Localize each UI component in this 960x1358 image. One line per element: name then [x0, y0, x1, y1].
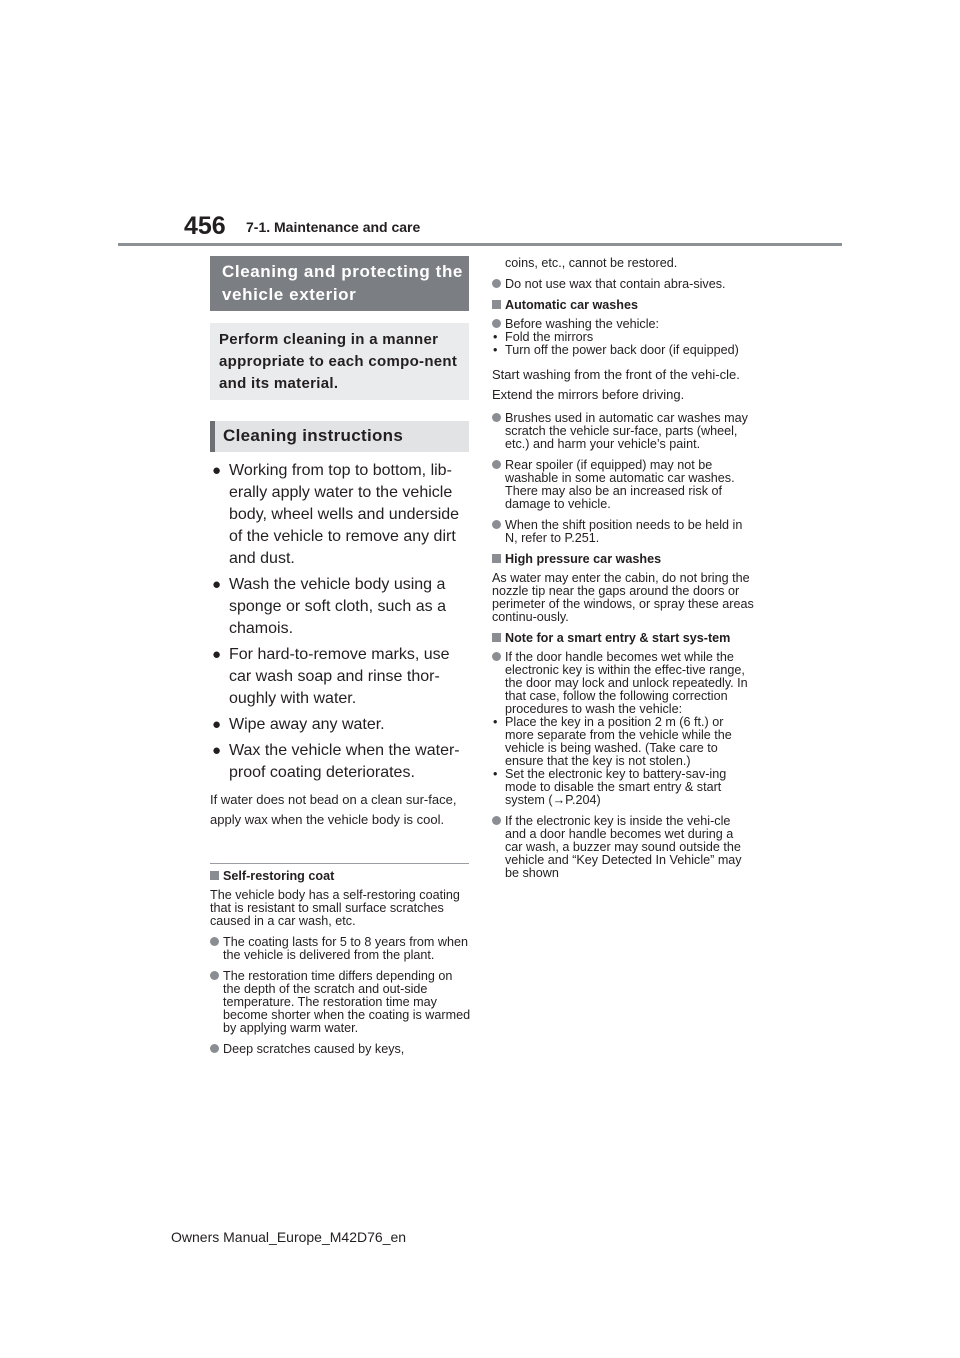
circle-bullet-icon	[210, 971, 219, 980]
subheading: Self-restoring coat	[210, 870, 472, 883]
instructions-note: If water does not bead on a clean sur-face, apply wax when the vehicle body is cool.	[210, 792, 457, 827]
instructions-heading: Cleaning instructions	[223, 426, 404, 445]
circle-bullet-icon	[492, 279, 501, 288]
circle-bullet-icon	[492, 319, 501, 328]
right-column	[492, 257, 754, 888]
list-item: The restoration time differs depending on the depth of the scratch and out-side temperature. The restoration time may become shorter when the coating is warmed by applying warm water.	[210, 970, 472, 1035]
bullet-icon: ●	[212, 742, 222, 759]
header-divider	[118, 243, 842, 246]
heading-accent-bar	[210, 421, 215, 452]
dot-bullet-icon: •	[493, 330, 498, 344]
section-divider	[210, 863, 469, 864]
list-item: When the shift position needs to be held in N, refer to P.251.	[492, 519, 754, 545]
instructions-heading-box	[210, 421, 469, 452]
dot-bullet-icon: •	[493, 343, 498, 357]
list-item: ● For hard-to-remove marks, use car wash soap and rinse thor-oughly with water.	[212, 646, 450, 707]
list-item: ● Wipe away any water.	[212, 714, 472, 736]
square-bullet-icon	[210, 871, 219, 880]
bullet-icon: ●	[212, 646, 222, 663]
circle-bullet-icon	[492, 460, 501, 469]
topic-title-box	[210, 256, 469, 311]
circle-bullet-icon	[210, 937, 219, 946]
subheading: High pressure car washes	[492, 553, 754, 566]
list-item: Deep scratches caused by keys,	[210, 1043, 472, 1056]
square-bullet-icon	[492, 633, 501, 642]
circle-bullet-icon	[492, 413, 501, 422]
list-item: The coating lasts for 5 to 8 years from when the vehicle is delivered from the plant.	[210, 936, 472, 962]
paragraph: As water may enter the cabin, do not bring the nozzle tip near the gaps around the doors or perimeter of the windows, or spray these areas continu-ously.	[492, 571, 754, 624]
sub-item: • Set the electronic key to battery-sav-ing mode to disable the smart entry & start system (→P.204)	[493, 767, 727, 807]
list-item: Before washing the vehicle:	[492, 318, 754, 331]
list-item: ● Working from top to bottom, lib-erally apply water to the vehicle body, wheel wells and underside of the vehicle to remove any dirt and dust.	[212, 462, 460, 567]
bullet-icon: ●	[212, 716, 222, 733]
list-item: If the electronic key is inside the vehi-cle and a door handle becomes wet during a car wash, a buzzer may sound outside the vehicle and “Key Detected In Vehicle” may be shown	[492, 815, 754, 880]
sub-item: • Place the key in a position 2 m (6 ft.) or more separate from the vehicle while the vehicle is being washed. (Take care to ensure that the key is not stolen.)	[493, 715, 732, 768]
footer-text: Owners Manual_Europe_M42D76_en	[171, 1229, 407, 1245]
dot-bullet-icon: •	[493, 767, 498, 781]
circle-bullet-icon	[492, 520, 501, 529]
topic-title: Cleaning and protecting the vehicle exterior	[222, 262, 463, 304]
paragraph: Start washing from the front of the vehi-cle. Extend the mirrors before driving.	[492, 367, 740, 402]
subheading: Automatic car washes	[492, 299, 754, 312]
subheading: Note for a smart entry & start sys-tem	[492, 632, 754, 645]
page-number: 456	[184, 212, 226, 240]
bullet-icon: ●	[212, 462, 222, 479]
section-title: 7-1. Maintenance and care	[246, 219, 421, 235]
circle-bullet-icon	[492, 816, 501, 825]
square-bullet-icon	[492, 554, 501, 563]
square-bullet-icon	[492, 300, 501, 309]
self-restoring-section	[210, 870, 472, 1064]
list-item: Do not use wax that contain abra-sives.	[492, 278, 754, 291]
list-item: If the door handle becomes wet while the electronic key is within the effec-tive range, the door may lock and unlock repeatedly. In that case, follow the following correction procedures to wash the vehicle:	[492, 651, 754, 716]
intro-box	[210, 323, 469, 400]
list-item: Brushes used in automatic car washes may scratch the vehicle sur-face, parts (wheel, etc.) and harm your vehicle’s paint.	[492, 412, 754, 451]
sub-item: • Turn off the power back door (if equipped)	[493, 343, 739, 357]
list-item: ● Wax the vehicle when the water-proof coating deteriorates.	[212, 742, 460, 781]
list-item: Rear spoiler (if equipped) may not be washable in some automatic car washes. There may also be an increased risk of damage to vehicle.	[492, 459, 754, 511]
intro-text: Perform cleaning in a manner appropriate to each compo-nent and its material.	[219, 331, 458, 392]
dot-bullet-icon: •	[493, 715, 498, 729]
circle-bullet-icon	[210, 1044, 219, 1053]
paragraph: coins, etc., cannot be restored.	[505, 256, 678, 270]
list-item: ● Wash the vehicle body using a sponge or soft cloth, such as a chamois.	[212, 576, 447, 637]
instruction-list	[212, 460, 472, 788]
sub-item: • Fold the mirrors	[493, 330, 594, 344]
bullet-icon: ●	[212, 576, 222, 593]
circle-bullet-icon	[492, 652, 501, 661]
paragraph: The vehicle body has a self-restoring coating that is resistant to small surface scratches caused in a car wash, etc.	[210, 888, 460, 928]
